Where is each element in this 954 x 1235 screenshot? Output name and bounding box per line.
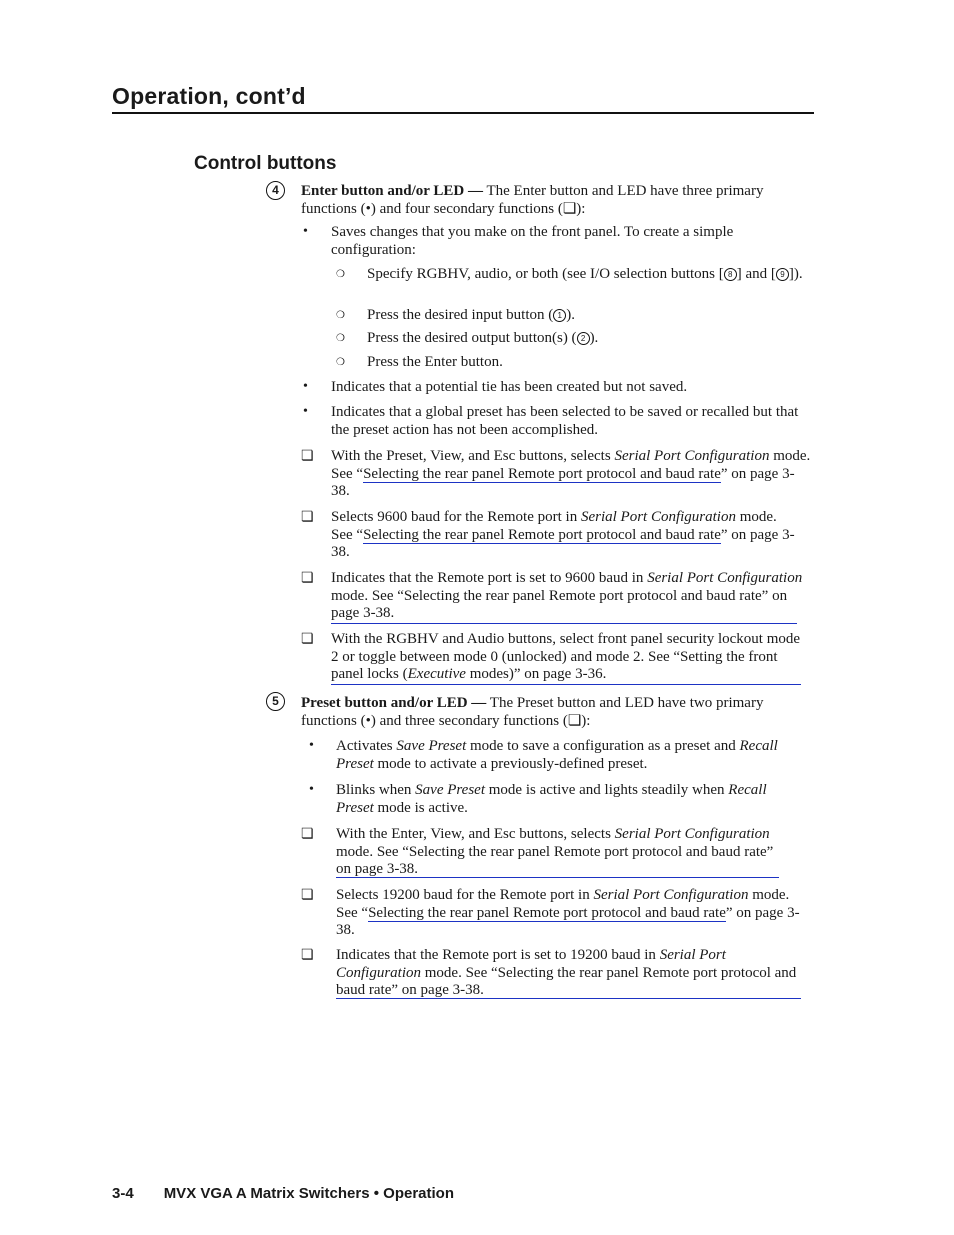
ring-bullet-icon: ❍ — [336, 310, 345, 321]
preset-secondary-2: Selects 19200 baud for the Remote port in Serial Port Configuration mode. See “Selecting the rear panel Remote port protocol and baud rate” on page 3-38. — [336, 887, 800, 938]
enter-bullet-3: Indicates that a global preset has been selected to be saved or recalled but that the preset action has not been accomplished. — [331, 404, 799, 438]
page-footer — [112, 1185, 454, 1202]
enter-secondary-1: With the Preset, View, and Esc buttons, selects Serial Port Configuration mode. See “Selecting the rear panel Remote port protocol and baud rate” on page 3-38. — [331, 448, 811, 499]
button-1-icon: 1 — [553, 309, 566, 322]
bullet-icon: • — [303, 379, 308, 394]
link-underline — [331, 623, 797, 624]
preset-secondary-1: With the Enter, View, and Esc buttons, selects Serial Port Configuration mode. See “Selecting the rear panel Remote port protocol and baud rate” on page 3-38. — [336, 826, 774, 877]
bullet-icon: • — [309, 738, 314, 753]
link-underline — [336, 998, 801, 999]
footer-title: MVX VGA A Matrix Switchers • Operation — [163, 1185, 454, 1202]
enter-secondary-3: Indicates that the Remote port is set to 9600 baud in Serial Port Configuration mode. See “Selecting the rear panel Remote port protocol and baud rate” on page 3-38. — [331, 570, 803, 621]
preset-intro: Preset button and/or LED — The Preset button and LED have two primary functions (•) and three secondary functions (❏): — [301, 695, 764, 729]
bullet-icon: • — [303, 224, 308, 239]
enter-secondary-2: Selects 9600 baud for the Remote port in Serial Port Configuration mode. See “Selecting the rear panel Remote port protocol and baud rate” on page 3-38. — [331, 509, 795, 560]
page-title: Operation, cont’d — [112, 83, 306, 109]
box-bullet-icon: ❏ — [301, 827, 314, 842]
enter-sub-1: Specify RGBHV, audio, or both (see I/O selection buttons [ 8 ] and [ 9 ]). — [367, 266, 803, 282]
box-bullet-icon: ❏ — [301, 449, 314, 464]
cross-reference-link[interactable]: Selecting the rear panel Remote port protocol and baud rate — [363, 526, 721, 543]
enter-bullet-2: Indicates that a potential tie has been created but not saved. — [331, 379, 688, 395]
bullet-icon: • — [303, 404, 308, 419]
ring-bullet-icon: ❍ — [336, 269, 345, 280]
page-header — [112, 83, 814, 114]
preset-bullet-2: Blinks when Save Preset mode is active and lights steadily when Recall Preset mode is active. — [336, 782, 767, 816]
box-bullet-icon: ❏ — [301, 888, 314, 903]
link-underline — [331, 684, 801, 685]
page-number: 3-4 — [112, 1185, 134, 1202]
button-9-icon: 9 — [776, 268, 789, 281]
ring-bullet-icon: ❍ — [336, 333, 345, 344]
box-bullet-icon: ❏ — [301, 510, 314, 525]
ring-bullet-icon: ❍ — [336, 357, 345, 368]
callout-number-5: 5 — [266, 692, 285, 711]
button-2-icon: 2 — [577, 332, 590, 345]
cross-reference-link[interactable]: Selecting the rear panel Remote port protocol and baud rate — [368, 904, 726, 921]
enter-sub-2: Press the desired input button ( 1 ). — [367, 307, 575, 323]
box-bullet-icon: ❏ — [301, 948, 314, 963]
callout-number-4: 4 — [266, 181, 285, 200]
link-underline — [336, 877, 779, 878]
box-bullet-icon: ❏ — [301, 632, 314, 647]
enter-intro: Enter button and/or LED — The Enter button and LED have three primary functions (•) and four secondary functions (❏): — [301, 183, 764, 217]
cross-reference-link[interactable]: Selecting the rear panel Remote port protocol and baud rate — [363, 465, 721, 482]
enter-sub-3: Press the desired output button(s) ( 2 ). — [367, 330, 599, 346]
section-title: Control buttons — [194, 153, 337, 174]
button-8-icon: 8 — [724, 268, 737, 281]
enter-sub-4: Press the Enter button. — [367, 354, 503, 370]
enter-bullet-1: Saves changes that you make on the front panel. To create a simple configuration: — [331, 224, 734, 258]
enter-secondary-4: With the RGBHV and Audio buttons, select front panel security lockout mode 2 or toggle between mode 0 (unlocked) and mode 2. See “Setting the front panel locks (Executive modes)” on page 3-36. — [331, 631, 801, 682]
preset-secondary-3: Indicates that the Remote port is set to 19200 baud in Serial Port Configuration mode. See “Selecting the rear panel Remote port protocol and baud rate” on page 3-38. — [336, 947, 797, 998]
preset-bullet-1: Activates Save Preset mode to save a configuration as a preset and Recall Preset mode to activate a previously-defined preset. — [336, 738, 778, 772]
box-bullet-icon: ❏ — [301, 571, 314, 586]
bullet-icon: • — [309, 782, 314, 797]
